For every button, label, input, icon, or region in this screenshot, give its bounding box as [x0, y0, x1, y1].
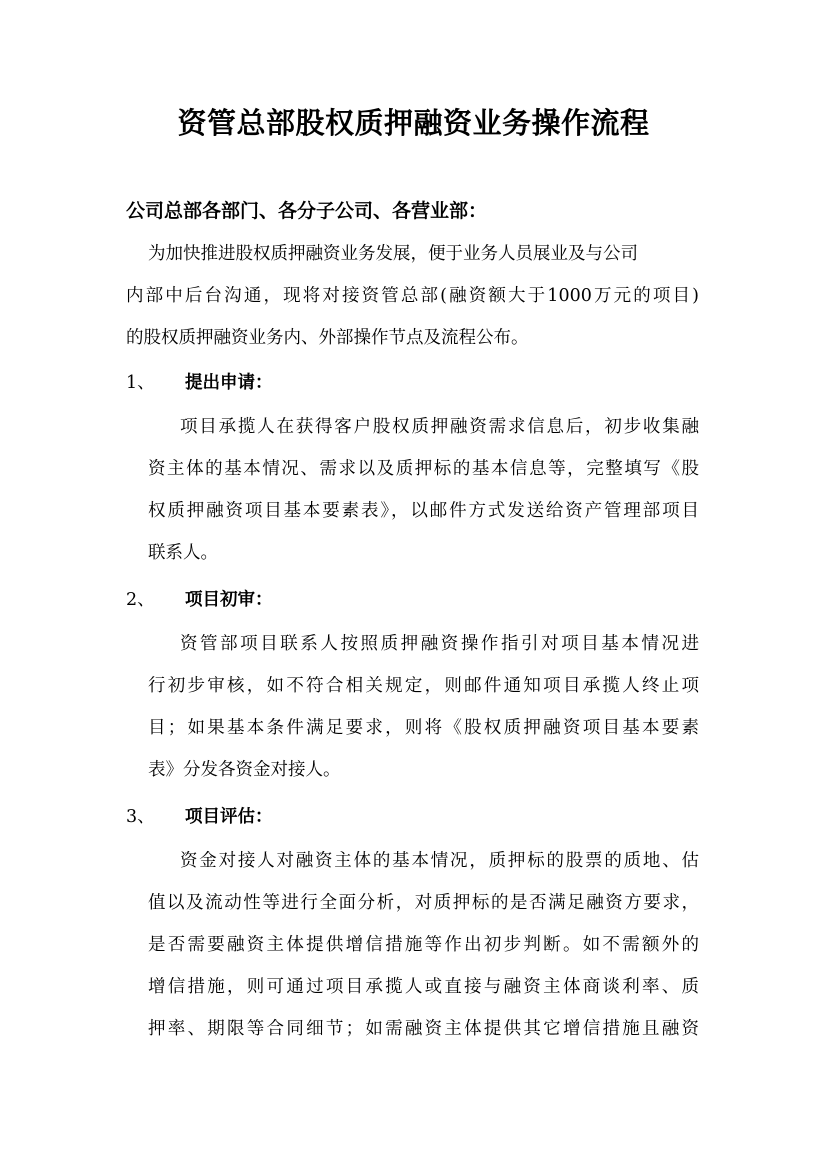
section-heading: 项目评估：: [185, 807, 273, 827]
section-line: 值以及流动性等进行全面分析，对质押标的是否满足融资方要求，: [148, 893, 699, 913]
section-line: 资金对接人对融资主体的基本情况，质押标的股票的质地、估: [180, 851, 699, 871]
section-line: 押率、期限等合同细节；如需融资主体提供其它增信措施且融资: [148, 1019, 699, 1039]
intro-line: 内部中后台沟通，现将对接资管总部(融资额大于1000万元的项目): [126, 286, 699, 306]
section-line: 项目承揽人在获得客户股权质押融资需求信息后，初步收集融: [180, 417, 699, 437]
intro-line: 为加快推进股权质押融资业务发展，便于业务人员展业及与公司: [148, 244, 638, 264]
section-line: 权质押融资项目基本要素表》，以邮件方式发送给资产管理部项目: [148, 501, 699, 521]
section-number: 1、: [126, 373, 155, 393]
intro-line: 的股权质押融资业务内、外部操作节点及流程公布。: [126, 328, 529, 348]
section-line: 表》分发各资金对接人。: [148, 760, 341, 780]
section-line: 增信措施，则可通过项目承揽人或直接与融资主体商谈利率、质: [148, 977, 699, 997]
section-line: 联系人。: [148, 543, 218, 563]
document-title: 资管总部股权质押融资业务操作流程: [177, 106, 650, 140]
section-line: 目；如果基本条件满足要求，则将《股权质押融资项目基本要素: [148, 718, 699, 738]
section-line: 行初步审核，如不符合相关规定，则邮件通知项目承揽人终止项: [148, 676, 699, 696]
section-heading: 项目初审：: [185, 590, 273, 610]
salutation: 公司总部各部门、各分子公司、各营业部：: [126, 200, 488, 222]
section-heading: 提出申请：: [185, 373, 273, 393]
section-number: 3、: [126, 807, 155, 827]
section-line: 资管部项目联系人按照质押融资操作指引对项目基本情况进: [180, 634, 699, 654]
section-number: 2、: [126, 590, 155, 610]
section-line: 是否需要融资主体提供增信措施等作出初步判断。如不需额外的: [148, 935, 699, 955]
section-line: 资主体的基本情况、需求以及质押标的基本信息等，完整填写《股: [148, 459, 699, 479]
